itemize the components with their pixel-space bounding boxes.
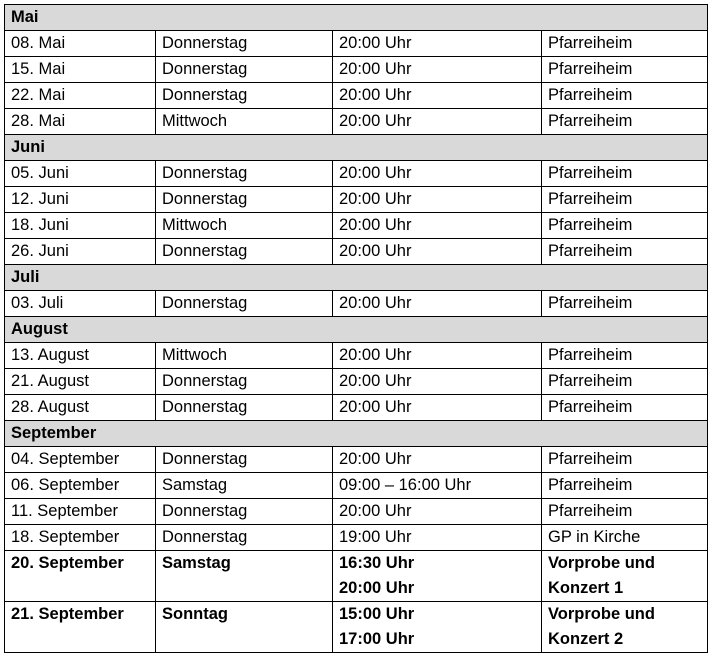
weekday-cell: Sonntag: [156, 602, 333, 653]
weekday-cell: Donnerstag: [156, 83, 333, 109]
location-cell: [542, 551, 708, 602]
table-row: [5, 447, 708, 473]
date-cell: 28. August: [5, 395, 156, 421]
table-row: [5, 395, 708, 421]
time-cell: 20:00 Uhr: [333, 369, 542, 395]
location-cell: Pfarreiheim: [542, 343, 708, 369]
location-cell: Pfarreiheim: [542, 83, 708, 109]
time-cell-line: 17:00 Uhr: [339, 630, 415, 648]
time-cell-line: 20:00 Uhr: [339, 579, 415, 597]
time-cell: 20:00 Uhr: [333, 109, 542, 135]
location-cell: Pfarreiheim: [542, 57, 708, 83]
date-cell: 06. September: [5, 473, 156, 499]
month-header-row: [5, 5, 708, 31]
location-cell: Pfarreiheim: [542, 161, 708, 187]
time-cell-line: 16:30 Uhr: [339, 554, 415, 572]
table-row: [5, 291, 708, 317]
time-cell: 20:00 Uhr: [333, 499, 542, 525]
time-cell: 20:00 Uhr: [333, 447, 542, 473]
table-row: [5, 57, 708, 83]
date-cell: 21. September: [5, 602, 156, 653]
location-cell: Pfarreiheim: [542, 499, 708, 525]
time-cell: 20:00 Uhr: [333, 187, 542, 213]
date-cell: 08. Mai: [5, 31, 156, 57]
weekday-cell: Samstag: [156, 473, 333, 499]
date-cell: 22. Mai: [5, 83, 156, 109]
month-header: Juni: [5, 135, 708, 161]
weekday-cell: Donnerstag: [156, 31, 333, 57]
month-header-row: [5, 317, 708, 343]
time-cell: [333, 602, 542, 653]
month-header-row: [5, 265, 708, 291]
location-cell-line: Konzert 2: [548, 630, 624, 648]
table-row: [5, 473, 708, 499]
table-row: [5, 239, 708, 265]
time-cell: [333, 551, 542, 602]
location-cell: Pfarreiheim: [542, 369, 708, 395]
weekday-cell: Donnerstag: [156, 447, 333, 473]
date-cell: 21. August: [5, 369, 156, 395]
date-cell: 11. September: [5, 499, 156, 525]
date-cell: 18. Juni: [5, 213, 156, 239]
date-cell: 15. Mai: [5, 57, 156, 83]
location-cell: Pfarreiheim: [542, 447, 708, 473]
table-row: [5, 525, 708, 551]
time-cell: 20:00 Uhr: [333, 395, 542, 421]
time-cell: 20:00 Uhr: [333, 239, 542, 265]
location-cell-line: Vorprobe und: [548, 605, 655, 623]
weekday-cell: Donnerstag: [156, 239, 333, 265]
location-cell: Pfarreiheim: [542, 395, 708, 421]
location-cell: Pfarreiheim: [542, 109, 708, 135]
location-cell: Pfarreiheim: [542, 213, 708, 239]
time-cell: 20:00 Uhr: [333, 57, 542, 83]
month-header-row: [5, 421, 708, 447]
time-cell-line: 15:00 Uhr: [339, 605, 415, 623]
date-cell: 04. September: [5, 447, 156, 473]
weekday-cell: Donnerstag: [156, 291, 333, 317]
weekday-cell: Donnerstag: [156, 395, 333, 421]
location-cell: GP in Kirche: [542, 525, 708, 551]
time-cell: 20:00 Uhr: [333, 161, 542, 187]
time-cell: 09:00 – 16:00 Uhr: [333, 473, 542, 499]
date-cell: 28. Mai: [5, 109, 156, 135]
table-row: [5, 161, 708, 187]
date-cell: 12. Juni: [5, 187, 156, 213]
date-cell: 05. Juni: [5, 161, 156, 187]
month-header: Juli: [5, 265, 708, 291]
schedule-table: [4, 4, 708, 653]
location-cell: Pfarreiheim: [542, 31, 708, 57]
location-cell-line: Vorprobe und: [548, 554, 655, 572]
month-header: August: [5, 317, 708, 343]
location-cell: Pfarreiheim: [542, 239, 708, 265]
month-header-row: [5, 135, 708, 161]
location-cell: Pfarreiheim: [542, 187, 708, 213]
table-row: [5, 187, 708, 213]
weekday-cell: Donnerstag: [156, 187, 333, 213]
time-cell: 20:00 Uhr: [333, 83, 542, 109]
table-row: [5, 551, 708, 602]
weekday-cell: Donnerstag: [156, 525, 333, 551]
month-header: Mai: [5, 5, 708, 31]
time-cell: 20:00 Uhr: [333, 213, 542, 239]
date-cell: 18. September: [5, 525, 156, 551]
location-cell: [542, 602, 708, 653]
weekday-cell: Donnerstag: [156, 57, 333, 83]
table-row: [5, 499, 708, 525]
table-row: [5, 343, 708, 369]
date-cell: 13. August: [5, 343, 156, 369]
weekday-cell: Mittwoch: [156, 213, 333, 239]
weekday-cell: Donnerstag: [156, 161, 333, 187]
table-row: [5, 602, 708, 653]
weekday-cell: Donnerstag: [156, 369, 333, 395]
weekday-cell: Donnerstag: [156, 499, 333, 525]
date-cell: 26. Juni: [5, 239, 156, 265]
location-cell-line: Konzert 1: [548, 579, 624, 597]
table-row: [5, 109, 708, 135]
table-row: [5, 83, 708, 109]
table-row: [5, 213, 708, 239]
weekday-cell: Mittwoch: [156, 109, 333, 135]
schedule-body: [5, 5, 708, 653]
table-row: [5, 369, 708, 395]
weekday-cell: Samstag: [156, 551, 333, 602]
time-cell: 20:00 Uhr: [333, 31, 542, 57]
location-cell: Pfarreiheim: [542, 473, 708, 499]
location-cell: Pfarreiheim: [542, 291, 708, 317]
table-row: [5, 31, 708, 57]
time-cell: 19:00 Uhr: [333, 525, 542, 551]
date-cell: 20. September: [5, 551, 156, 602]
weekday-cell: Mittwoch: [156, 343, 333, 369]
time-cell: 20:00 Uhr: [333, 291, 542, 317]
date-cell: 03. Juli: [5, 291, 156, 317]
month-header: September: [5, 421, 708, 447]
time-cell: 20:00 Uhr: [333, 343, 542, 369]
